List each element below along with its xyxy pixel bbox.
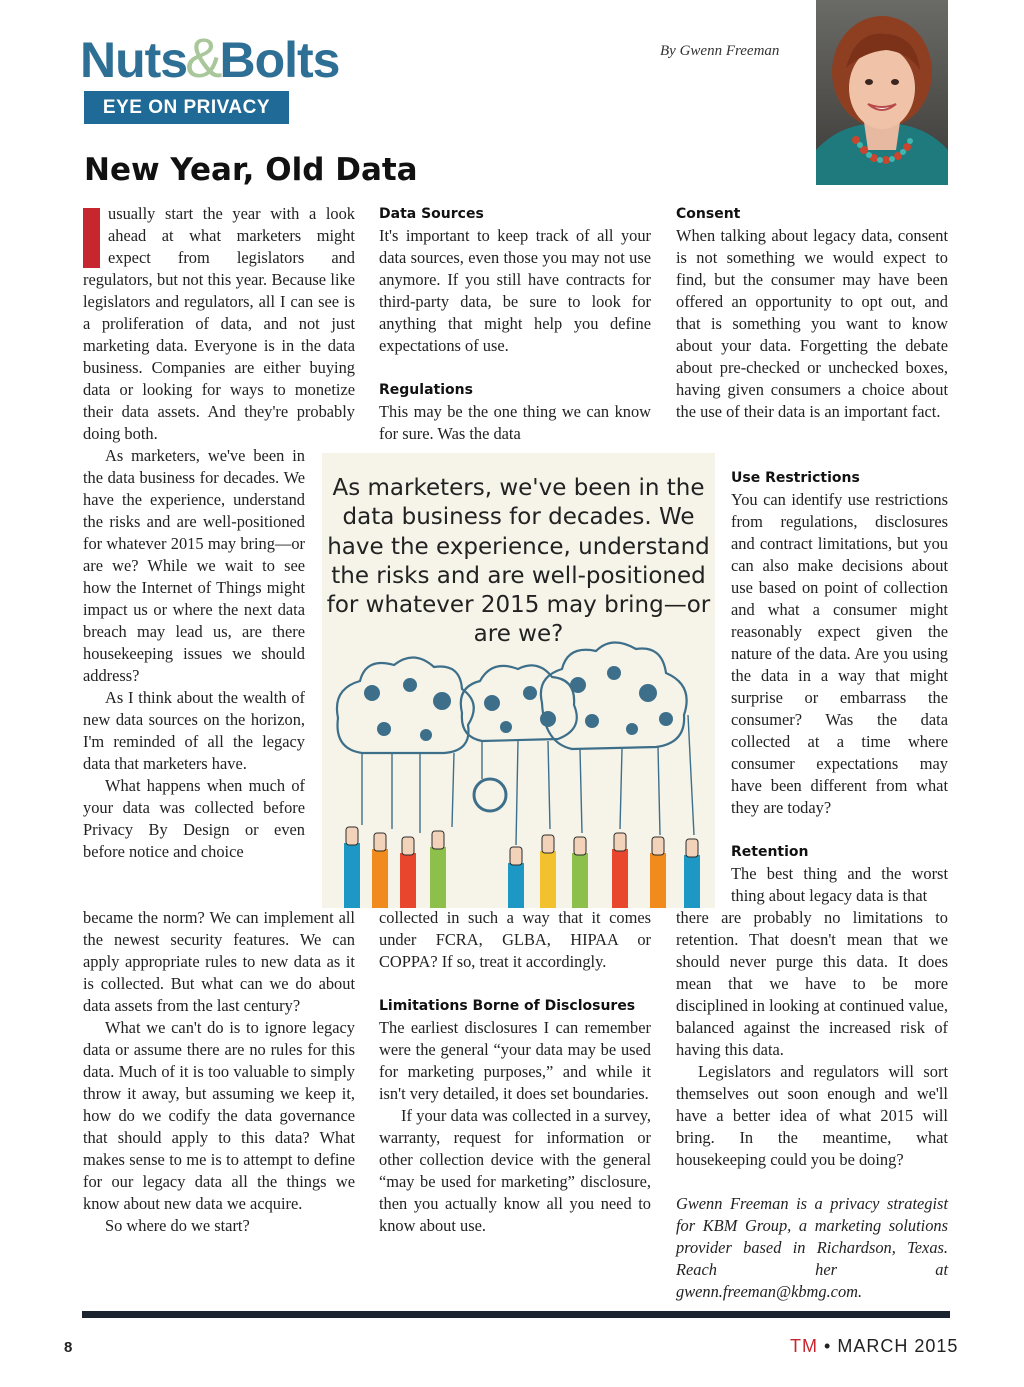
paragraph-where-start: So where do we start? bbox=[105, 1216, 250, 1235]
paragraph-cant-ignore: What we can't do is to ignore legacy data or assume there are no rules for this data. Much of it is too valuable to simply throw it away, but assuming we keep it, how do we codify the data governance that should apply to this data? What makes sense to me is to attempt to define for our legacy data all the things we know about new data we acquire. bbox=[83, 1018, 355, 1213]
intro-paragraph: usually start the year with a look ahead at what marketers might expect from legislators and regulators, but not this year. Because like legislators and regulators, all I can see is a proliferation of data, and not just marketing data. Everyone is in the data business. Companies are either buying data or looking for ways to monetize their data assets. And they're probably doing both. bbox=[83, 204, 355, 443]
paragraph-regulations-b: collected in such a way that it comes under FCRA, GLBA, HIPAA or COPPA? If so, treat it accordingly. bbox=[379, 908, 651, 971]
byline: By Gwenn Freeman bbox=[660, 43, 780, 59]
paragraph-use-restrictions: You can identify use restrictions from regulations, disclosures and contract limitations, but you can also make decisions about use based on point of collection and what a consumer might reasonably expect given the nature of the data. Are you using the data in a way that might surprise or embarrass the consumer? Was the data collected at a time where consumer expectations may have been different from what they are today? bbox=[731, 490, 948, 817]
paragraph-what-happens-b: became the norm? We can implement all the newest security features. We can apply appropriate rules to new data as it is collected. But what can we do about data assets from the last century? bbox=[83, 908, 355, 1015]
subhead-limitations: Limitations Borne of Disclosures bbox=[379, 998, 636, 1014]
paragraph-consent: When talking about legacy data, consent is not something we would expect to find, but the consumer may have been offered an opportunity to opt out, and that is something you want to know about your data. Forgetting the debate about pre-checked or unchecked boxes, having given consumers a choice about the use of their data is an important fact. bbox=[676, 226, 948, 421]
paragraph-limitations-1: The earliest disclosures I can remember were the general “your data may be used for marketing purposes,” and while it isn't very detailed, it does set boundaries. bbox=[379, 1018, 651, 1103]
issue-footer bbox=[790, 1336, 958, 1357]
paragraph-data-sources: It's important to keep track of all your data sources, even those you may not use anymore. If you still have contracts for third-party data, be sure to look for anything that might help you define expectations of use. bbox=[379, 226, 651, 355]
logo-ampersand: & bbox=[185, 26, 222, 89]
magazine-abbrev: TM bbox=[790, 1336, 818, 1356]
paragraph-limitations-2: If your data was collected in a survey, warranty, request for information or other collection device with the general “may be used for marketing” disclosure, then you actually know all you need to know about use. bbox=[379, 1106, 651, 1235]
logo-part-1: Nuts bbox=[80, 32, 188, 88]
issue-date: MARCH 2015 bbox=[837, 1336, 959, 1356]
paragraph-regulations-a: This may be the one thing we can know for sure. Was the data bbox=[379, 402, 651, 443]
column-3-top bbox=[676, 203, 948, 423]
column-1-top bbox=[83, 203, 355, 445]
logo-part-2: Bolts bbox=[219, 32, 340, 88]
subhead-use-restrictions: Use Restrictions bbox=[731, 470, 860, 486]
pull-quote: As marketers, we've been in the data business for decades. We have the experience, understand the risks and are well-positioned for whatever 2015 may bring—or are we? bbox=[326, 475, 711, 648]
column-3-narrow bbox=[731, 467, 948, 907]
column-1-narrow bbox=[83, 445, 305, 863]
subhead-data-sources: Data Sources bbox=[379, 206, 484, 222]
author-bio: Gwenn Freeman is a privacy strategist for KBM Group, a marketing solutions provider based in Richardson, Texas. Reach her at gwenn.freeman@kbmg.com. bbox=[676, 1194, 948, 1301]
paragraph-closing: Legislators and regulators will sort themselves out soon enough and we'll have a better idea of what 2015 will bring. In the meantime, what housekeeping could you be doing? bbox=[676, 1062, 948, 1169]
page-number: 8 bbox=[64, 1339, 73, 1356]
magazine-logo bbox=[80, 26, 340, 89]
column-2-bottom bbox=[379, 907, 651, 1237]
paragraph-marketers: As marketers, we've been in the data business for decades. We have the experience, understand the risks and are well-positioned for whatever 2015 may bring—or are we? While we wait to see how the Internet of Things might impact us or where the next data breach may lead us, are there housekeeping issues we should address? bbox=[83, 446, 305, 685]
footer-separator: • bbox=[824, 1336, 832, 1356]
paragraph-wealth: As I think about the wealth of new data sources on the horizon, I'm reminded of all the legacy data that marketers have. bbox=[83, 688, 305, 773]
article-headline: New Year, Old Data bbox=[84, 152, 418, 188]
subhead-regulations: Regulations bbox=[379, 382, 473, 398]
column-1-bottom bbox=[83, 907, 355, 1237]
drop-cap bbox=[83, 208, 100, 268]
paragraph-retention-a: The best thing and the worst thing about legacy data is that bbox=[731, 864, 948, 905]
column-2-top bbox=[379, 203, 651, 445]
subhead-consent: Consent bbox=[676, 206, 741, 222]
paragraph-retention-b: there are probably no limitations to retention. That doesn't mean that we should never purge this data. It does mean that we have to be more disciplined in looking at continued value, balanced against the increased risk of having this data. bbox=[676, 908, 948, 1059]
subhead-retention: Retention bbox=[731, 844, 809, 860]
footer-rule bbox=[82, 1311, 950, 1318]
author-photo bbox=[816, 0, 948, 185]
paragraph-what-happens-a: What happens when much of your data was collected before Privacy By Design or even before notice and choice bbox=[83, 776, 305, 861]
column-3-bottom bbox=[676, 907, 948, 1303]
section-label: EYE ON PRIVACY bbox=[84, 91, 289, 124]
